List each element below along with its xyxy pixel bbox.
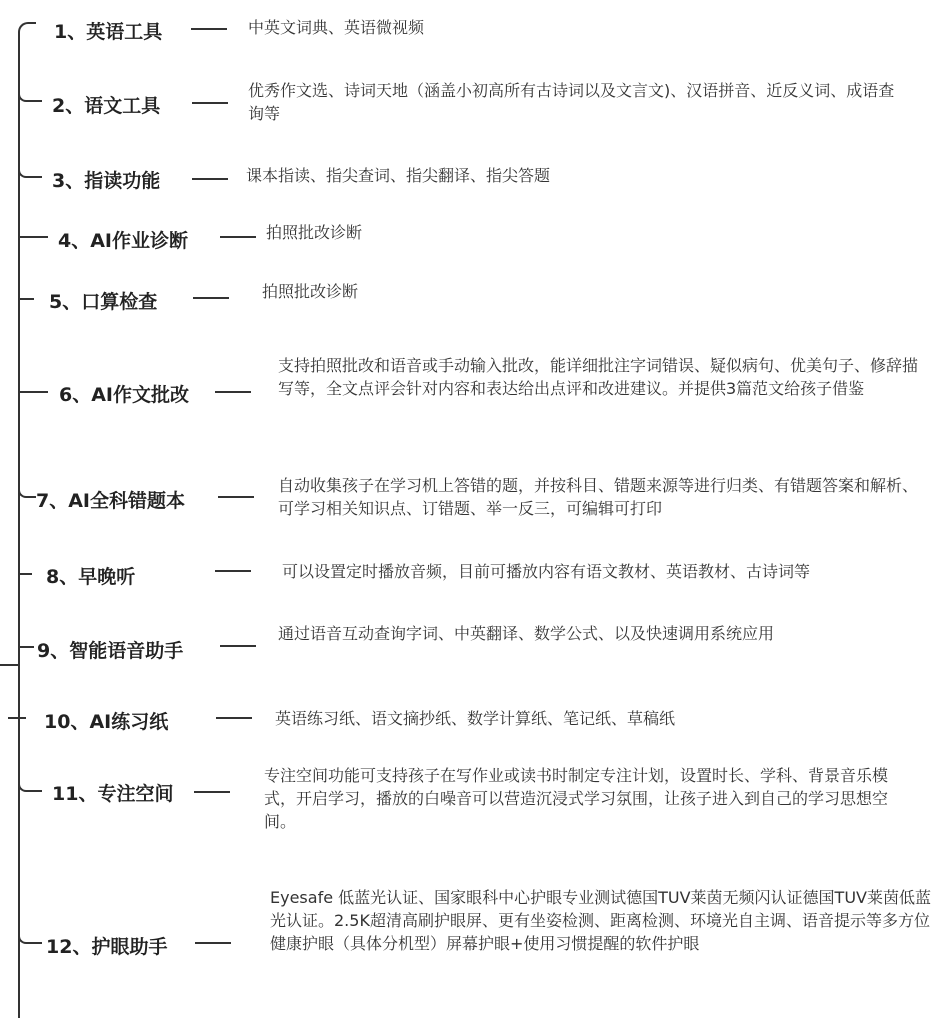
branch-line: [18, 782, 42, 792]
topic-description: 中英文词典、英语微视频: [248, 18, 425, 37]
topic-description: 通过语音互动查询字词、中英翻译、数学公式、以及快速调用系统应用: [278, 624, 775, 643]
topic-label: 8、早晚听: [46, 566, 136, 588]
branch-line: [18, 391, 48, 393]
branch-line: [18, 236, 48, 238]
branch-line: [18, 298, 34, 300]
topic-label: 9、智能语音助手: [37, 640, 184, 662]
topic-description: 拍照批改诊断: [266, 223, 363, 242]
topic-label: 5、口算检查: [49, 291, 158, 313]
trunk-line: [18, 32, 20, 1018]
branch-line: [8, 717, 26, 719]
topic-connector: [191, 28, 227, 30]
topic-description: Eyesafe 低蓝光认证、国家眼科中心护眼专业测试德国TUV莱茵无频闪认证德国TUV莱茵低蓝光认证。2.5K超清高刷护眼屏、更有坐姿检测、距离检测、环境光自主调、语音提示等多方位健康护眼（具体分机型）屏幕护眼+使用习惯提醒的软件护眼: [270, 888, 931, 953]
topic-connector: [192, 178, 228, 180]
topic-description: 英语练习纸、语文摘抄纸、数学计算纸、笔记纸、草稿纸: [275, 709, 676, 728]
topic-description: 可以设置定时播放音频，目前可播放内容有语文教材、英语教材、古诗词等: [282, 562, 811, 581]
topic-description: 专注空间功能可支持孩子在写作业或读书时制定专注计划，设置时长、学科、背景音乐模式，开启学习，播放的白噪音可以营造沉浸式学习氛围，让孩子进入到自己的学习思想空间。: [264, 766, 889, 831]
topic-connector: [218, 496, 254, 498]
topic-connector: [220, 236, 256, 238]
topic-label: 2、语文工具: [52, 95, 161, 117]
branch-line: [18, 573, 32, 575]
topic-connector: [194, 791, 230, 793]
topic-connector: [216, 717, 252, 719]
topic-connector: [195, 942, 231, 944]
root-connector: [0, 664, 18, 666]
topic-label: 1、英语工具: [54, 21, 163, 43]
topic-description: 自动收集孩子在学习机上答错的题，并按科目、错题来源等进行归类、有错题答案和解析、可学习相关知识点、订错题、举一反三，可编辑可打印: [278, 476, 919, 518]
topic-description: 支持拍照批改和语音或手动输入批改，能详细批注字词错误、疑似病句、优美句子、修辞描写等，全文点评会针对内容和表达给出点评和改进建议。并提供3篇范文给孩子借鉴: [278, 356, 919, 398]
topic-connector: [215, 391, 251, 393]
topic-label: 6、AI作文批改: [59, 384, 189, 406]
branch-line: [18, 488, 36, 498]
topic-label: 11、专注空间: [52, 783, 174, 805]
topic-description: 课本指读、指尖查词、指尖翻译、指尖答题: [246, 166, 551, 185]
topic-description: 优秀作文选、诗词天地（涵盖小初高所有古诗词以及文言文)、汉语拼音、近反义词、成语查询等: [248, 81, 895, 123]
topic-label: 3、指读功能: [52, 170, 161, 192]
branch-line: [18, 168, 42, 178]
topic-connector: [193, 297, 229, 299]
branch-line: [18, 646, 34, 648]
topic-connector: [220, 645, 256, 647]
trunk-top-curve: [18, 22, 36, 36]
topic-connector: [192, 102, 228, 104]
topic-connector: [215, 570, 251, 572]
branch-line: [18, 934, 42, 944]
topic-label: 10、AI练习纸: [44, 711, 169, 733]
topic-description: 拍照批改诊断: [262, 282, 359, 301]
branch-line: [18, 92, 42, 102]
topic-label: 4、AI作业诊断: [58, 230, 188, 252]
topic-label: 7、AI全科错题本: [36, 490, 185, 512]
topic-label: 12、护眼助手: [46, 936, 168, 958]
